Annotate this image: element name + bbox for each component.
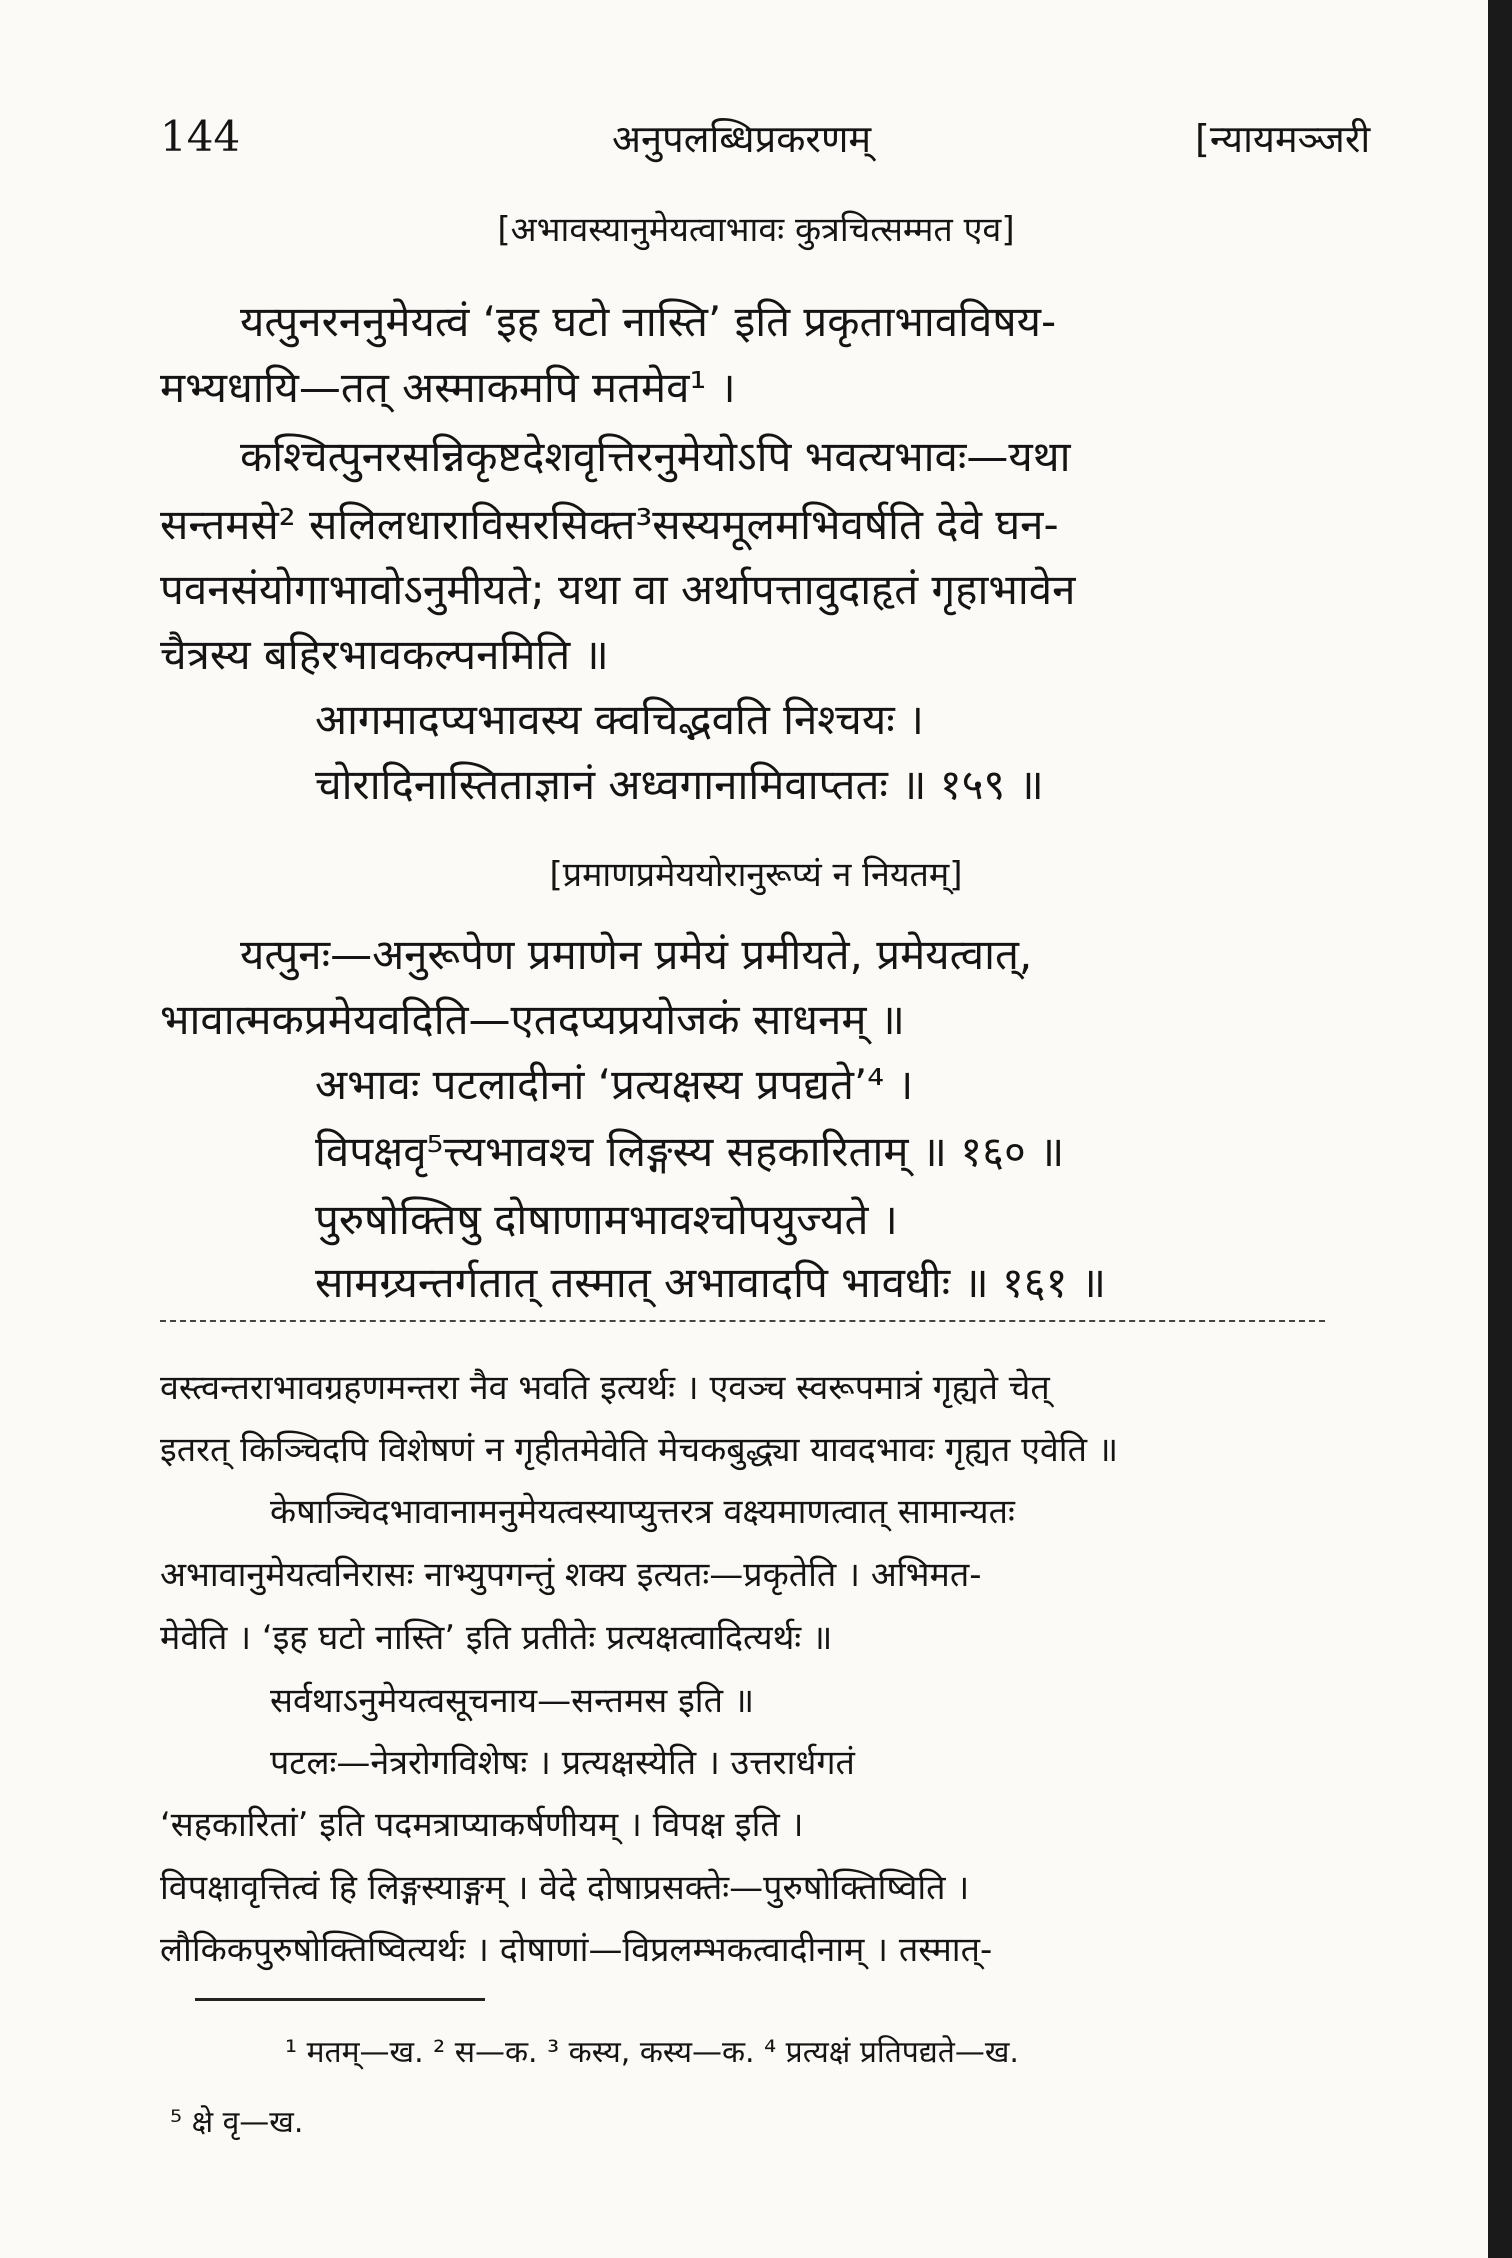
footnote-line: ¹ मतम्—ख. ² स—क. ³ कस्य, कस्य—क. ⁴ प्रत्यक्षं प्रतिपद्यते—ख. — [285, 2035, 1019, 2070]
running-title: अनुपलब्धिप्रकरणम् — [612, 117, 872, 161]
verse-line: विपक्षवृ⁵त्त्यभावश्च लिङ्गस्य सहकारिताम् ॥ १६० ॥ — [315, 1127, 1065, 1176]
text-line: यत्पुनः—अनुरूपेण प्रमाणेन प्रमेयं प्रमीयते, प्रमेयत्वात्, — [240, 930, 1033, 979]
book-title: [न्यायमञ्जरी — [1195, 117, 1371, 161]
scan-edge-shadow — [1488, 0, 1512, 2258]
text-line: भावात्मकप्रमेयवदिति—एतदप्यप्रयोजकं साधनम् ॥ — [160, 995, 905, 1044]
commentary-divider — [160, 1320, 1325, 1322]
text-line: चैत्रस्य बहिरभावकल्पनमिति ॥ — [160, 630, 609, 679]
footnote-line: ⁵ क्षे वृ—ख. — [170, 2105, 304, 2140]
commentary-line: विपक्षावृत्तित्वं हि लिङ्गस्याङ्गम् । वेदे दोषाप्रसक्तेः—पुरुषोक्तिष्विति । — [160, 1868, 970, 1908]
section-heading: [अभावस्यानुमेयत्वाभावः कुत्रचित्सम्मत एव] — [497, 210, 1015, 250]
text-line: कश्चित्पुनरसन्निकृष्टदेशवृत्तिरनुमेयोऽपि भवत्यभावः—यथा — [240, 432, 1071, 481]
commentary-line: वस्त्वन्तराभावग्रहणमन्तरा नैव भवति इत्यर्थः । एवञ्च स्वरूपमात्रं गृह्यते चेत् — [160, 1368, 1050, 1408]
verse-line: पुरुषोक्तिषु दोषाणामभावश्चोपयुज्यते । — [315, 1195, 898, 1244]
verse-line: आगमादप्यभावस्य क्वचिद्भवति निश्चयः । — [315, 695, 924, 744]
commentary-line: मेवेति । ‘इह घटो नास्ति’ इति प्रतीतेः प्रत्यक्षत्वादित्यर्थः ॥ — [160, 1618, 833, 1658]
commentary-line: लौकिकपुरुषोक्तिष्वित्यर्थः । दोषाणां—विप्रलम्भकत्वादीनाम् । तस्मात्- — [160, 1930, 993, 1970]
commentary-line: सर्वथाऽनुमेयत्वसूचनाय—सन्तमस इति ॥ — [270, 1681, 755, 1721]
commentary-line: पटलः—नेत्ररोगविशेषः । प्रत्यक्षस्येति । उत्तरार्धगतं — [270, 1743, 855, 1783]
text-line: सन्तमसे² सलिलधाराविसरसिक्त³सस्यमूलमभिवर्षति देवे घन- — [160, 500, 1059, 549]
text-line: मभ्यधायि—तत् अस्माकमपि मतमेव¹ । — [160, 363, 736, 412]
commentary-line: इतरत् किञ्चिदपि विशेषणं न गृहीतमेवेति मेचकबुद्ध्या यावदभावः गृह्यत एवेति ॥ — [160, 1430, 1119, 1470]
text-line: पवनसंयोगाभावोऽनुमीयते; यथा वा अर्थापत्तावुदाहृतं गृहाभावेन — [160, 565, 1076, 614]
commentary-line: केषाञ्चिदभावानामनुमेयत्वस्याप्युत्तरत्र वक्ष्यमाणत्वात् सामान्यतः — [270, 1492, 1015, 1532]
commentary-line: ‘सहकारितां’ इति पदमत्राप्याकर्षणीयम् । विपक्ष इति । — [160, 1805, 804, 1845]
footnote-rule — [195, 1998, 485, 2001]
commentary-line: अभावानुमेयत्वनिरासः नाभ्युपगन्तुं शक्य इत्यतः—प्रकृतेति । अभिमत- — [160, 1555, 982, 1595]
verse-line: अभावः पटलादीनां ‘प्रत्यक्षस्य प्रपद्यते’⁴ । — [315, 1060, 914, 1109]
verse-line: चोरादिनास्तिताज्ञानं अध्वगानामिवाप्ततः ॥ १५९ ॥ — [315, 760, 1044, 809]
text-line: यत्पुनरननुमेयत्वं ‘इह घटो नास्ति’ इति प्रकृताभावविषय- — [240, 297, 1057, 346]
section-heading: [प्रमाणप्रमेययोरानुरूप्यं न नियतम्] — [549, 855, 963, 895]
page-number: 144 — [160, 112, 241, 161]
verse-line: सामग्र्यन्तर्गतात् तस्मात् अभावादपि भावधीः ॥ १६१ ॥ — [315, 1258, 1106, 1307]
